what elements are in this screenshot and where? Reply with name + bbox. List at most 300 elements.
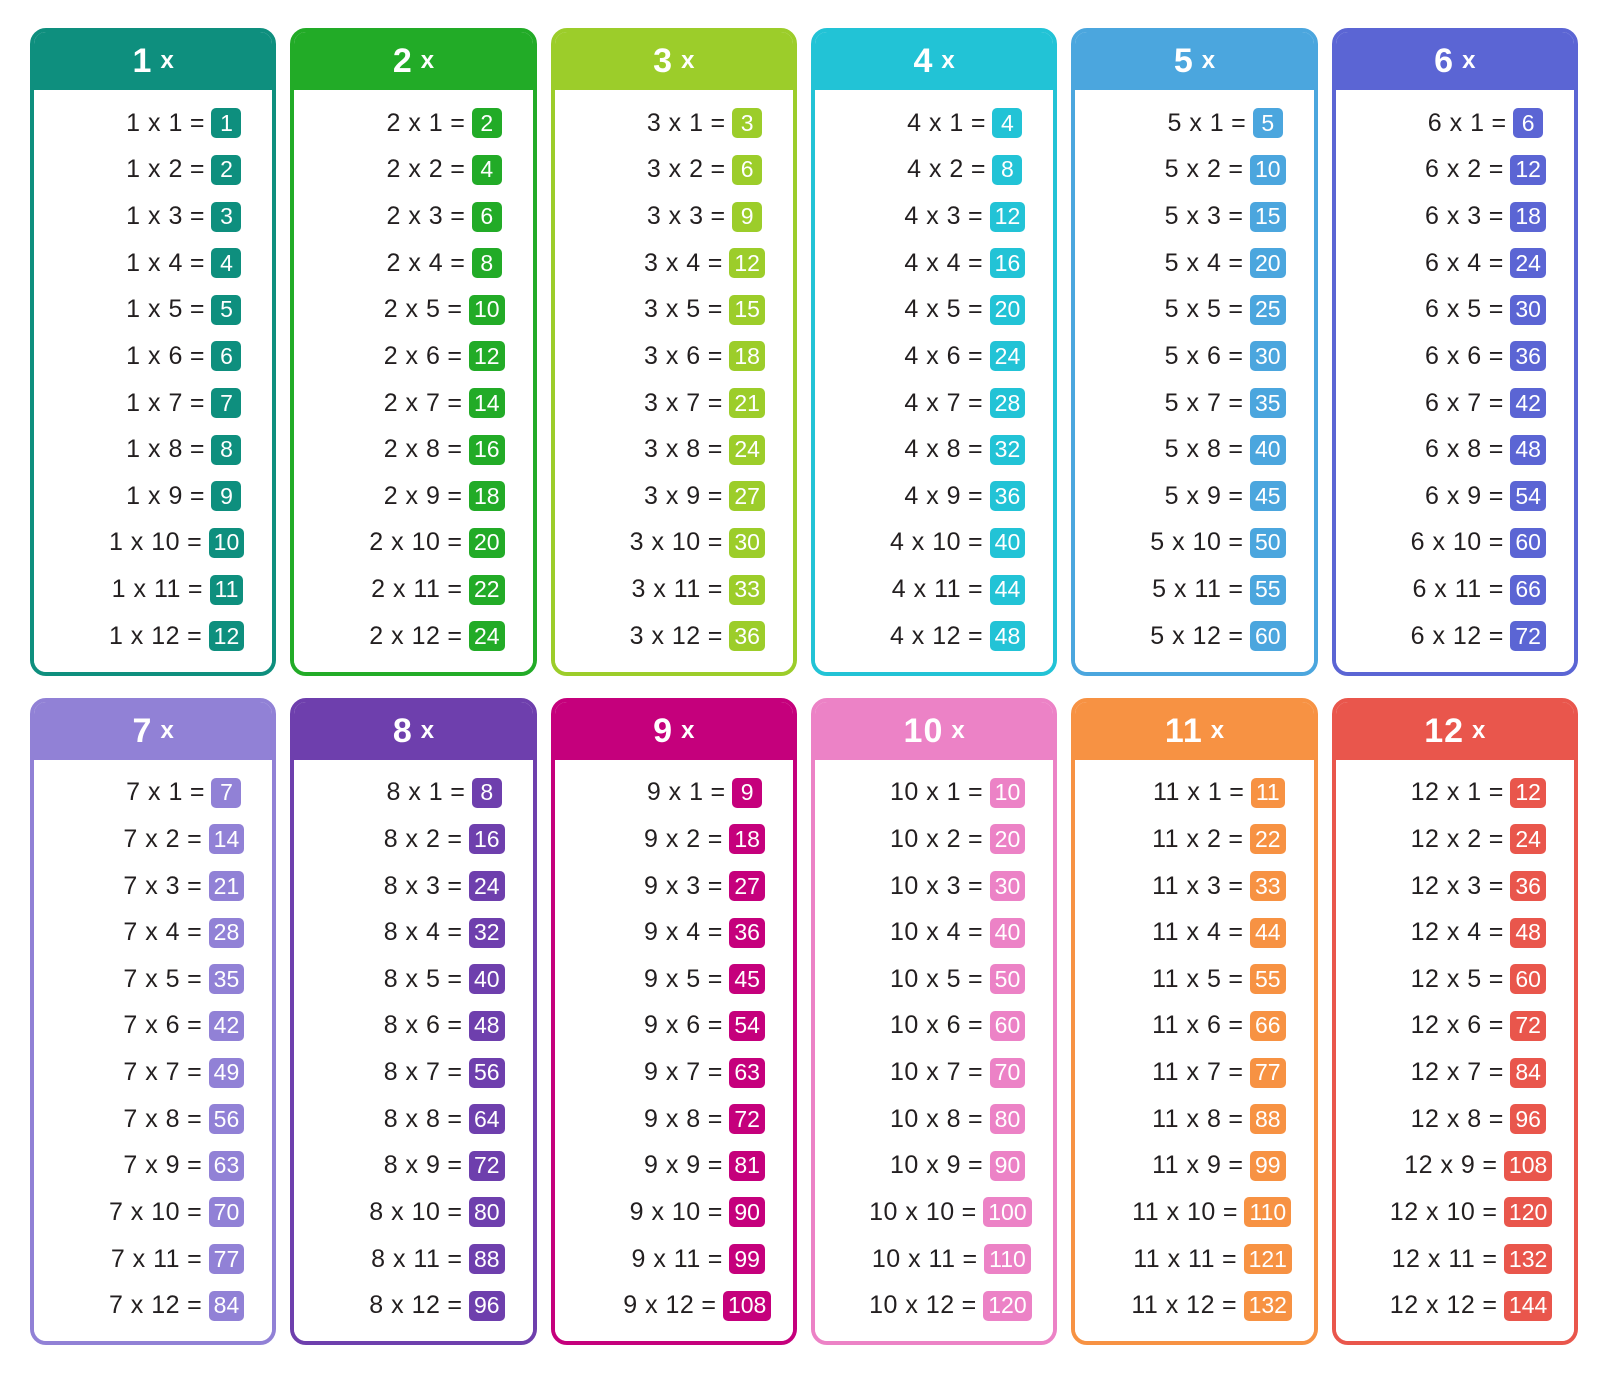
equation-expression: 12 x 10 <box>1389 1197 1476 1226</box>
equation-answer: 110 <box>1244 1197 1291 1227</box>
equation-expression-wrap <box>1364 1011 1482 1040</box>
equation-expression-wrap <box>1103 342 1221 371</box>
equals-sign: = <box>450 108 465 137</box>
equation-answer: 5 <box>211 295 241 325</box>
equation-expression-wrap <box>322 918 440 947</box>
equation-answer: 3 <box>211 202 241 232</box>
equation-expression-wrap <box>583 872 701 901</box>
equation-expression: 2 x 9 <box>383 481 441 510</box>
equation-answer: 50 <box>990 964 1026 994</box>
equation-row <box>34 381 272 425</box>
equation-expression: 6 x 1 <box>1427 108 1485 137</box>
equation-row <box>1075 241 1313 285</box>
equals-sign: = <box>968 202 983 231</box>
equation-row <box>294 101 532 145</box>
table-header-multiply-symbol: x <box>160 47 174 74</box>
equation-expression-wrap <box>843 1105 961 1134</box>
equals-sign: = <box>187 528 202 557</box>
equation-expression-wrap <box>1364 778 1482 807</box>
equals-sign: = <box>1228 824 1243 853</box>
tables-row-top <box>30 28 1578 676</box>
equation-expression: 1 x 10 <box>108 528 181 557</box>
equation-expression: 7 x 6 <box>123 1011 181 1040</box>
equation-answer: 36 <box>1510 341 1546 371</box>
equation-answer: 72 <box>469 1151 505 1181</box>
equation-expression: 9 x 9 <box>644 1151 701 1180</box>
equation-row <box>815 428 1053 472</box>
equation-expression-wrap <box>1364 482 1482 511</box>
equation-expression: 8 x 8 <box>383 1104 441 1133</box>
equation-expression-wrap <box>583 1245 701 1274</box>
equation-expression: 5 x 4 <box>1164 248 1222 277</box>
equals-sign: = <box>962 1244 978 1273</box>
table-header-multiply-symbol: x <box>951 716 965 744</box>
equals-sign: = <box>450 202 465 231</box>
equals-sign: = <box>707 1058 723 1087</box>
table-header-number: 7 <box>132 711 153 750</box>
equation-expression: 7 x 10 <box>108 1197 181 1226</box>
table-body-12 <box>1336 760 1574 1342</box>
equation-answer: 40 <box>990 528 1026 558</box>
equation-row <box>294 864 532 908</box>
equation-row <box>34 771 272 815</box>
equation-expression-wrap <box>583 342 701 371</box>
equals-sign: = <box>970 155 986 184</box>
equation-expression-wrap <box>1364 965 1482 994</box>
equation-row <box>815 817 1053 861</box>
equation-expression-wrap <box>1364 389 1482 418</box>
equation-expression-wrap <box>586 778 704 807</box>
equation-expression-wrap <box>322 622 440 651</box>
equals-sign: = <box>707 481 723 510</box>
equals-sign: = <box>450 778 465 807</box>
equation-row <box>555 614 793 658</box>
equation-row <box>294 334 532 378</box>
equation-row <box>555 1237 793 1281</box>
table-header-5 <box>1075 32 1313 90</box>
equals-sign: = <box>447 824 462 853</box>
equation-expression-wrap <box>843 575 961 604</box>
equals-sign: = <box>447 295 462 324</box>
equation-row <box>294 1284 532 1328</box>
equation-expression: 3 x 9 <box>644 481 701 510</box>
equation-expression: 12 x 9 <box>1404 1151 1476 1180</box>
equals-sign: = <box>1228 1151 1243 1180</box>
equation-expression: 1 x 11 <box>111 575 181 604</box>
equation-expression: 1 x 1 <box>126 108 183 137</box>
equation-expression-wrap <box>843 482 961 511</box>
equation-expression: 2 x 1 <box>386 108 444 137</box>
equation-answer: 40 <box>990 918 1026 948</box>
equals-sign: = <box>968 778 983 807</box>
equation-expression-wrap <box>583 1058 701 1087</box>
equals-sign: = <box>447 1151 462 1180</box>
equation-expression: 6 x 9 <box>1425 481 1482 510</box>
equals-sign: = <box>1488 575 1504 604</box>
equals-sign: = <box>968 1011 983 1040</box>
equation-expression: 6 x 4 <box>1425 248 1482 277</box>
equation-row <box>555 817 793 861</box>
equals-sign: = <box>710 155 726 184</box>
equation-row <box>815 288 1053 332</box>
equation-expression-wrap <box>1097 1245 1215 1274</box>
equation-expression-wrap <box>583 575 701 604</box>
equals-sign: = <box>447 1291 462 1320</box>
equation-expression-wrap <box>583 249 701 278</box>
equation-row <box>1336 1237 1574 1281</box>
equation-expression-wrap <box>583 1011 701 1040</box>
equation-answer: 32 <box>990 435 1026 465</box>
equation-expression: 8 x 4 <box>383 918 441 947</box>
equals-sign: = <box>707 575 723 604</box>
equation-answer: 77 <box>1250 1058 1286 1088</box>
equation-expression: 9 x 2 <box>644 824 701 853</box>
equation-row <box>34 1237 272 1281</box>
equals-sign: = <box>1228 435 1243 464</box>
equation-answer: 22 <box>1250 824 1286 854</box>
equation-answer: 66 <box>1250 1011 1286 1041</box>
equals-sign: = <box>707 1151 723 1180</box>
equation-row <box>1075 381 1313 425</box>
equation-expression-wrap <box>1097 1291 1215 1320</box>
equation-expression: 10 x 8 <box>889 1104 962 1133</box>
equation-expression: 12 x 1 <box>1410 778 1482 807</box>
equation-expression-wrap <box>1103 482 1221 511</box>
equation-answer: 90 <box>729 1197 765 1227</box>
equation-answer: 42 <box>209 1011 245 1041</box>
equation-expression: 1 x 9 <box>126 481 183 510</box>
equals-sign: = <box>1228 202 1243 231</box>
table-body-3 <box>555 90 793 672</box>
equation-answer: 33 <box>1250 871 1286 901</box>
equation-expression-wrap <box>322 1198 440 1227</box>
equals-sign: = <box>187 1197 202 1226</box>
equation-expression-wrap <box>1364 575 1482 604</box>
equation-answer: 16 <box>990 248 1026 278</box>
equals-sign: = <box>701 1291 716 1320</box>
equation-row <box>294 1144 532 1188</box>
equation-expression: 11 x 4 <box>1152 918 1222 947</box>
table-body-10 <box>815 760 1053 1342</box>
equation-expression-wrap <box>843 202 961 231</box>
equation-expression: 3 x 6 <box>644 341 701 370</box>
equals-sign: = <box>1488 481 1504 510</box>
equation-row <box>1075 334 1313 378</box>
equals-sign: = <box>1228 621 1243 650</box>
equals-sign: = <box>1488 248 1504 277</box>
equation-expression-wrap <box>837 1291 955 1320</box>
equation-expression-wrap <box>322 482 440 511</box>
equation-expression-wrap <box>1103 435 1221 464</box>
equation-answer: 110 <box>984 1244 1031 1274</box>
equals-sign: = <box>1488 824 1504 853</box>
equation-expression: 1 x 2 <box>126 155 183 184</box>
equation-expression-wrap <box>843 249 961 278</box>
equation-answer: 6 <box>1513 108 1543 138</box>
equation-expression: 2 x 6 <box>383 341 441 370</box>
equation-answer: 7 <box>211 778 241 808</box>
equals-sign: = <box>1488 621 1504 650</box>
equation-expression-wrap <box>65 155 183 184</box>
table-card-2 <box>290 28 536 676</box>
equation-expression: 10 x 5 <box>889 964 962 993</box>
equation-expression: 4 x 10 <box>889 528 962 557</box>
equation-expression: 8 x 12 <box>369 1291 441 1320</box>
table-header-multiply-symbol: x <box>160 716 174 744</box>
equation-expression-wrap <box>843 528 961 557</box>
equation-answer: 100 <box>983 1197 1031 1227</box>
equation-expression: 5 x 1 <box>1167 108 1225 137</box>
equation-row <box>1336 957 1574 1001</box>
equation-expression-wrap <box>586 155 704 184</box>
equation-expression: 4 x 2 <box>907 155 964 184</box>
equation-answer: 20 <box>990 295 1026 325</box>
equation-expression: 2 x 4 <box>386 248 444 277</box>
equation-answer: 9 <box>211 481 241 511</box>
equation-answer: 5 <box>1253 108 1283 138</box>
equation-expression-wrap <box>322 1151 440 1180</box>
equation-row <box>1336 521 1574 565</box>
equation-answer: 28 <box>990 388 1026 418</box>
equation-expression-wrap <box>62 918 180 947</box>
equation-answer: 36 <box>990 481 1026 511</box>
equation-answer: 9 <box>732 778 762 808</box>
equation-answer: 35 <box>209 964 245 994</box>
equation-answer: 30 <box>990 871 1026 901</box>
equation-expression: 8 x 11 <box>371 1244 441 1273</box>
equation-expression: 8 x 5 <box>383 964 441 993</box>
equation-expression-wrap <box>62 825 180 854</box>
equation-row <box>815 957 1053 1001</box>
equation-expression: 5 x 9 <box>1164 481 1222 510</box>
table-body-5 <box>1075 90 1313 672</box>
equation-expression: 8 x 9 <box>383 1151 441 1180</box>
equation-expression: 9 x 7 <box>644 1058 701 1087</box>
table-header-2 <box>294 32 532 90</box>
equals-sign: = <box>447 1197 462 1226</box>
equation-expression-wrap <box>322 1105 440 1134</box>
equation-expression: 8 x 6 <box>383 1011 441 1040</box>
equals-sign: = <box>961 1291 977 1320</box>
equation-answer: 45 <box>729 964 765 994</box>
equation-row <box>815 381 1053 425</box>
equation-expression-wrap <box>322 435 440 464</box>
table-card-7 <box>30 698 276 1346</box>
equation-expression: 8 x 2 <box>383 824 441 853</box>
table-header-multiply-symbol: x <box>941 47 955 74</box>
table-header-number: 4 <box>913 42 934 80</box>
equals-sign: = <box>710 202 726 231</box>
equation-answer: 60 <box>1510 964 1546 994</box>
equation-expression: 6 x 3 <box>1425 202 1482 231</box>
equation-expression: 1 x 6 <box>126 341 183 370</box>
equation-expression-wrap <box>62 1291 180 1320</box>
equals-sign: = <box>970 108 986 137</box>
equation-expression-wrap <box>1357 1198 1475 1227</box>
equation-row <box>1075 288 1313 332</box>
equation-row <box>34 614 272 658</box>
equals-sign: = <box>450 248 465 277</box>
equation-expression: 4 x 5 <box>904 295 962 324</box>
equation-expression-wrap <box>1364 1058 1482 1087</box>
equation-expression: 4 x 11 <box>891 575 962 604</box>
equation-row <box>555 1284 793 1328</box>
equation-expression-wrap <box>1364 295 1482 324</box>
equation-row <box>1075 817 1313 861</box>
equation-row <box>815 614 1053 658</box>
equation-row <box>34 1190 272 1234</box>
equals-sign: = <box>707 341 723 370</box>
equation-answer: 2 <box>472 108 502 138</box>
table-header-multiply-symbol: x <box>420 47 435 74</box>
table-card-8 <box>290 698 536 1346</box>
equation-row <box>294 568 532 612</box>
equation-answer: 33 <box>729 575 765 605</box>
equation-answer: 63 <box>729 1058 765 1088</box>
equation-expression: 9 x 10 <box>629 1197 701 1226</box>
equation-expression: 11 x 6 <box>1152 1011 1222 1040</box>
equation-answer: 36 <box>1510 871 1546 901</box>
equation-expression: 2 x 2 <box>386 155 444 184</box>
equals-sign: = <box>1228 388 1243 417</box>
equation-expression: 1 x 12 <box>108 621 181 650</box>
equation-expression: 12 x 7 <box>1410 1058 1482 1087</box>
equals-sign: = <box>189 778 205 807</box>
equation-row <box>294 614 532 658</box>
equation-row <box>34 521 272 565</box>
equation-answer: 48 <box>469 1011 505 1041</box>
equation-row <box>815 148 1053 192</box>
equals-sign: = <box>447 1058 462 1087</box>
equation-answer: 80 <box>469 1197 505 1227</box>
equals-sign: = <box>707 918 723 947</box>
equation-answer: 12 <box>990 202 1026 232</box>
equation-row <box>34 101 272 145</box>
equation-answer: 40 <box>469 964 505 994</box>
table-header-number: 8 <box>392 711 413 750</box>
equation-answer: 36 <box>729 621 765 651</box>
equation-expression: 3 x 12 <box>629 621 701 650</box>
equals-sign: = <box>707 528 723 557</box>
equation-expression: 6 x 6 <box>1425 341 1482 370</box>
equation-row <box>555 1190 793 1234</box>
equation-row <box>1075 1144 1313 1188</box>
equation-answer: 132 <box>1244 1291 1292 1321</box>
equals-sign: = <box>1228 341 1243 370</box>
equation-expression-wrap <box>583 825 701 854</box>
equation-answer: 1 <box>211 108 241 138</box>
equation-row <box>815 911 1053 955</box>
equation-row <box>555 957 793 1001</box>
equation-answer: 24 <box>469 871 505 901</box>
equation-row <box>815 1004 1053 1048</box>
equals-sign: = <box>968 248 983 277</box>
equals-sign: = <box>968 1058 983 1087</box>
equation-expression-wrap <box>583 1105 701 1134</box>
equation-row <box>1075 568 1313 612</box>
equation-expression-wrap <box>325 155 443 184</box>
equation-expression: 7 x 12 <box>108 1291 181 1320</box>
equation-expression: 4 x 4 <box>904 248 962 277</box>
equation-expression-wrap <box>62 1105 180 1134</box>
equation-answer: 60 <box>1250 621 1286 651</box>
equation-expression: 11 x 8 <box>1152 1104 1222 1133</box>
equation-answer: 28 <box>209 918 245 948</box>
equals-sign: = <box>961 1197 977 1226</box>
equation-expression: 6 x 8 <box>1425 435 1482 464</box>
equation-expression: 5 x 11 <box>1152 575 1222 604</box>
table-card-4 <box>811 28 1057 676</box>
equation-expression-wrap <box>1103 575 1221 604</box>
equation-expression-wrap <box>1103 202 1221 231</box>
equation-answer: 56 <box>209 1104 245 1134</box>
equation-row <box>815 241 1053 285</box>
equation-answer: 72 <box>729 1104 765 1134</box>
equals-sign: = <box>968 341 983 370</box>
equals-sign: = <box>1228 248 1243 277</box>
equation-row <box>1075 957 1313 1001</box>
equation-answer: 4 <box>211 248 241 278</box>
equation-row <box>1075 1004 1313 1048</box>
equation-expression: 9 x 1 <box>646 778 704 807</box>
equation-row <box>815 101 1053 145</box>
equation-expression-wrap <box>586 202 704 231</box>
equation-row <box>34 1004 272 1048</box>
equation-row <box>1075 521 1313 565</box>
equals-sign: = <box>447 918 462 947</box>
equals-sign: = <box>968 388 983 417</box>
equation-answer: 84 <box>209 1291 245 1321</box>
equation-row <box>294 771 532 815</box>
equation-answer: 7 <box>211 388 241 418</box>
equals-sign: = <box>187 824 202 853</box>
equation-answer: 12 <box>469 341 505 371</box>
equals-sign: = <box>1482 1151 1497 1180</box>
equals-sign: = <box>187 964 202 993</box>
equals-sign: = <box>447 964 462 993</box>
equals-sign: = <box>707 871 723 900</box>
equation-row <box>34 957 272 1001</box>
equation-expression: 12 x 11 <box>1391 1244 1476 1273</box>
equals-sign: = <box>968 1104 983 1133</box>
equation-row <box>1075 614 1313 658</box>
equation-answer: 14 <box>209 824 245 854</box>
equation-expression-wrap <box>62 965 180 994</box>
table-body-2 <box>294 90 532 672</box>
equation-expression: 3 x 3 <box>646 202 704 231</box>
equation-expression-wrap <box>1103 918 1221 947</box>
equation-expression-wrap <box>1103 1058 1221 1087</box>
equation-expression: 7 x 8 <box>123 1104 181 1133</box>
equation-row <box>1075 771 1313 815</box>
equation-expression: 5 x 2 <box>1164 155 1222 184</box>
equation-expression-wrap <box>62 1151 180 1180</box>
equation-expression-wrap <box>322 825 440 854</box>
equation-expression: 4 x 6 <box>904 341 962 370</box>
equation-answer: 21 <box>729 388 765 418</box>
equation-row <box>1336 568 1574 612</box>
equation-expression: 5 x 12 <box>1150 621 1222 650</box>
equation-expression: 5 x 6 <box>1164 341 1222 370</box>
equation-answer: 2 <box>211 155 241 185</box>
equation-expression-wrap <box>1364 435 1482 464</box>
equation-expression-wrap <box>1103 825 1221 854</box>
equation-row <box>815 568 1053 612</box>
equation-expression: 11 x 12 <box>1131 1291 1215 1320</box>
equation-answer: 3 <box>732 108 762 138</box>
table-body-1 <box>34 90 272 672</box>
equation-row <box>815 521 1053 565</box>
